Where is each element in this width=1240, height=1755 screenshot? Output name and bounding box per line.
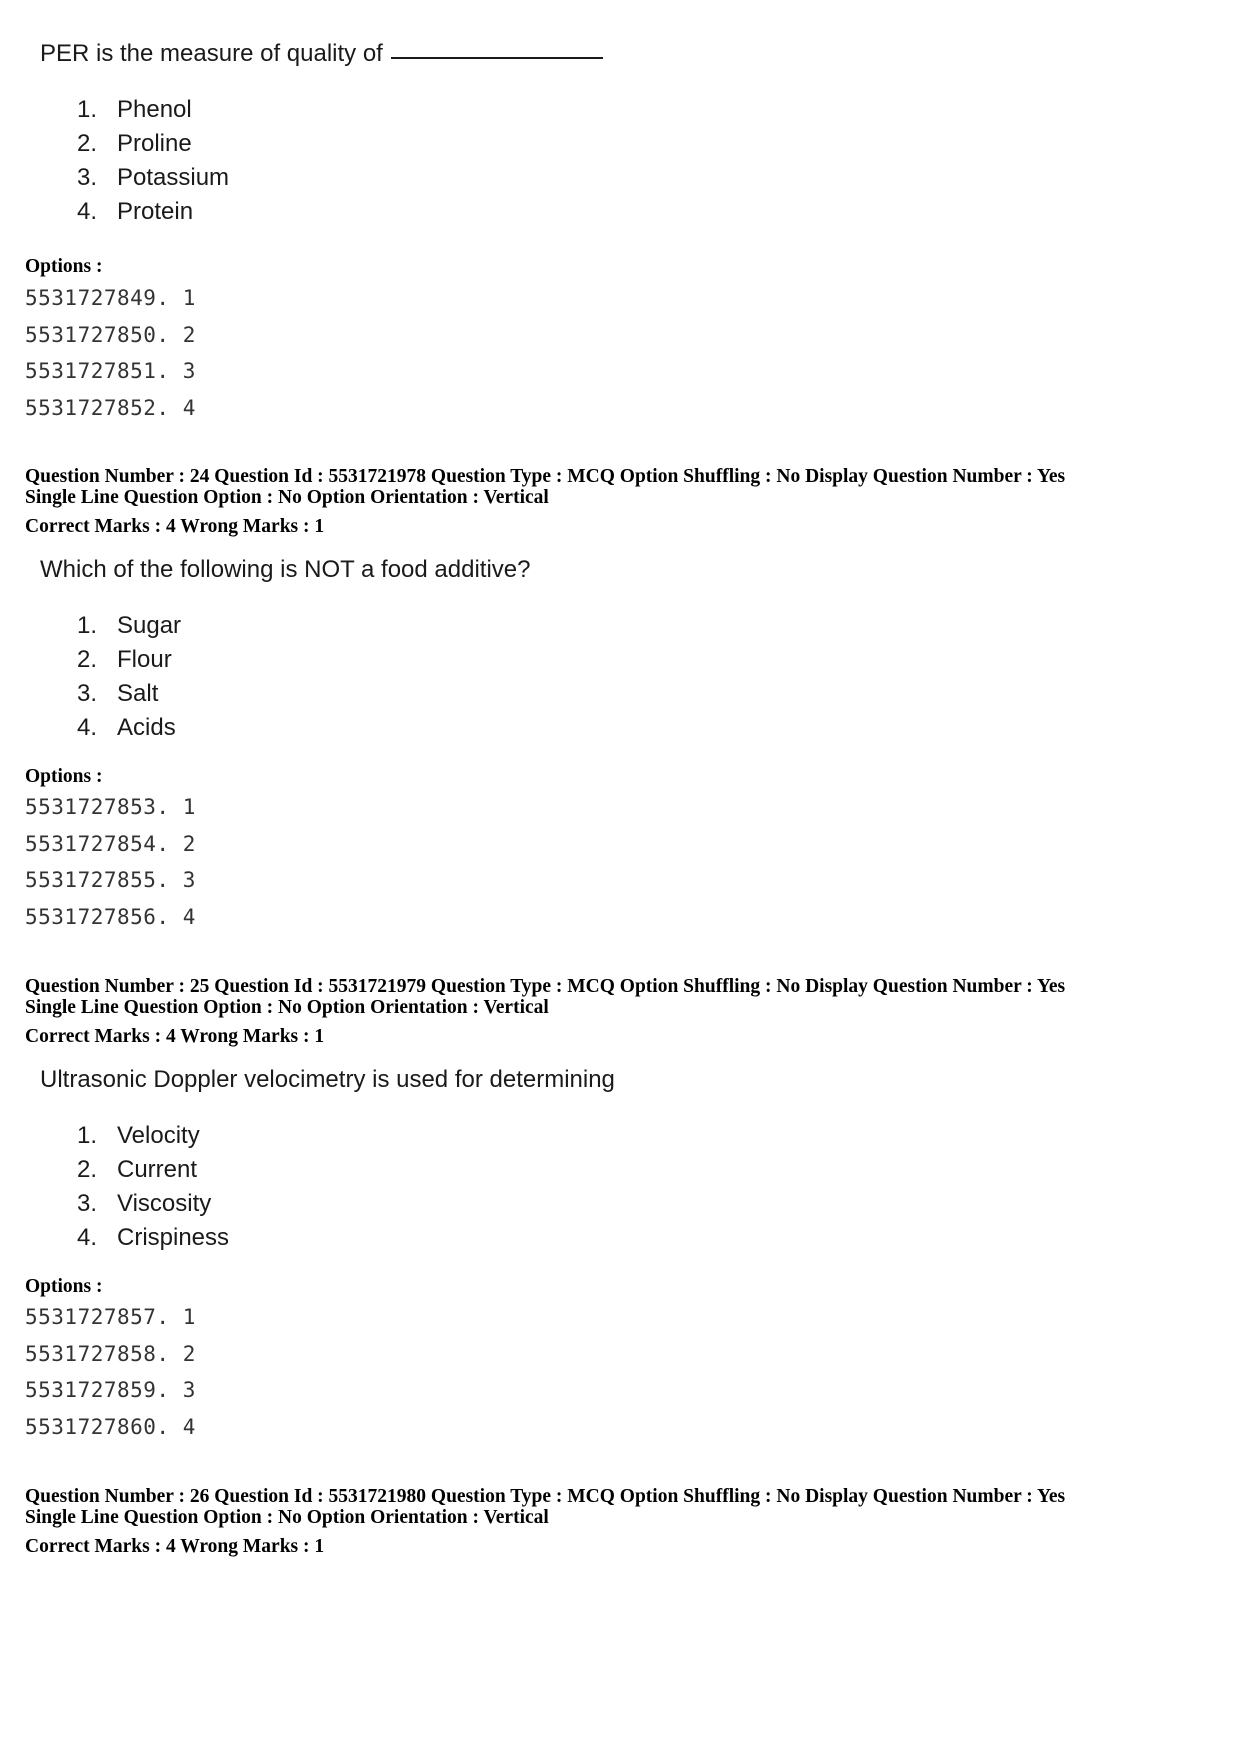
choice-number: 3. (77, 1190, 98, 1217)
choice-text: Crispiness (117, 1224, 230, 1251)
options-heading: Options : (25, 256, 103, 277)
option-id-line: 5531727855. 3 (25, 868, 196, 892)
choice-text: Proline (117, 130, 192, 157)
choice-text: Velocity (117, 1122, 200, 1149)
option-id-line: 5531727850. 2 (25, 323, 196, 347)
answer-blank-line (391, 57, 603, 59)
choice-text: Potassium (117, 164, 230, 191)
question-stem: PER is the measure of quality of (40, 40, 383, 67)
option-id-line: 5531727853. 1 (25, 795, 196, 819)
question-25-meta-line2: Single Line Question Option : No Option Orientation : Vertical (25, 997, 549, 1018)
option-id-line: 5531727860. 4 (25, 1415, 196, 1439)
choice-number: 4. (77, 1224, 98, 1251)
option-id-line: 5531727851. 3 (25, 359, 196, 383)
choice-text: Current (117, 1156, 198, 1183)
question-26-meta-line1: Question Number : 26 Question Id : 5531721980 Question Type : MCQ Option Shuffling : No Display Question Number : Yes (25, 1486, 1066, 1507)
choice-number: 4. (77, 198, 98, 225)
question-24-meta-line2: Single Line Question Option : No Option Orientation : Vertical (25, 487, 549, 508)
option-id-line: 5531727857. 1 (25, 1305, 196, 1329)
choice-text: Acids (117, 714, 176, 741)
choice-number: 3. (77, 680, 98, 707)
option-id-line: 5531727852. 4 (25, 396, 196, 420)
question-25-marks: Correct Marks : 4 Wrong Marks : 1 (25, 1026, 325, 1047)
option-id-line: 5531727854. 2 (25, 832, 196, 856)
option-id-line: 5531727849. 1 (25, 286, 196, 310)
options-heading: Options : (25, 766, 103, 787)
choice-number: 2. (77, 130, 98, 157)
question-24-marks: Correct Marks : 4 Wrong Marks : 1 (25, 516, 325, 537)
question-23-stem-row (40, 40, 603, 68)
question-24-meta-line1: Question Number : 24 Question Id : 5531721978 Question Type : MCQ Option Shuffling : No Display Question Number : Yes (25, 466, 1066, 487)
choice-number: 1. (77, 96, 98, 123)
option-id-line: 5531727858. 2 (25, 1342, 196, 1366)
question-stem: Ultrasonic Doppler velocimetry is used for determining (40, 1066, 615, 1093)
choice-text: Flour (117, 646, 172, 673)
question-26-meta-line2: Single Line Question Option : No Option Orientation : Vertical (25, 1507, 549, 1528)
choice-number: 3. (77, 164, 98, 191)
options-heading: Options : (25, 1276, 103, 1297)
option-id-line: 5531727856. 4 (25, 905, 196, 929)
choice-number: 2. (77, 646, 98, 673)
choice-number: 1. (77, 612, 98, 639)
choice-text: Salt (117, 680, 159, 707)
option-id-line: 5531727859. 3 (25, 1378, 196, 1402)
choice-number: 2. (77, 1156, 98, 1183)
choice-text: Sugar (117, 612, 182, 639)
choice-number: 4. (77, 714, 98, 741)
question-25-meta-line1: Question Number : 25 Question Id : 5531721979 Question Type : MCQ Option Shuffling : No Display Question Number : Yes (25, 976, 1066, 997)
question-stem: Which of the following is NOT a food additive? (40, 556, 531, 583)
choice-text: Protein (117, 198, 194, 225)
choice-number: 1. (77, 1122, 98, 1149)
choice-text: Phenol (117, 96, 192, 123)
question-26-marks: Correct Marks : 4 Wrong Marks : 1 (25, 1536, 325, 1557)
choice-text: Viscosity (117, 1190, 212, 1217)
